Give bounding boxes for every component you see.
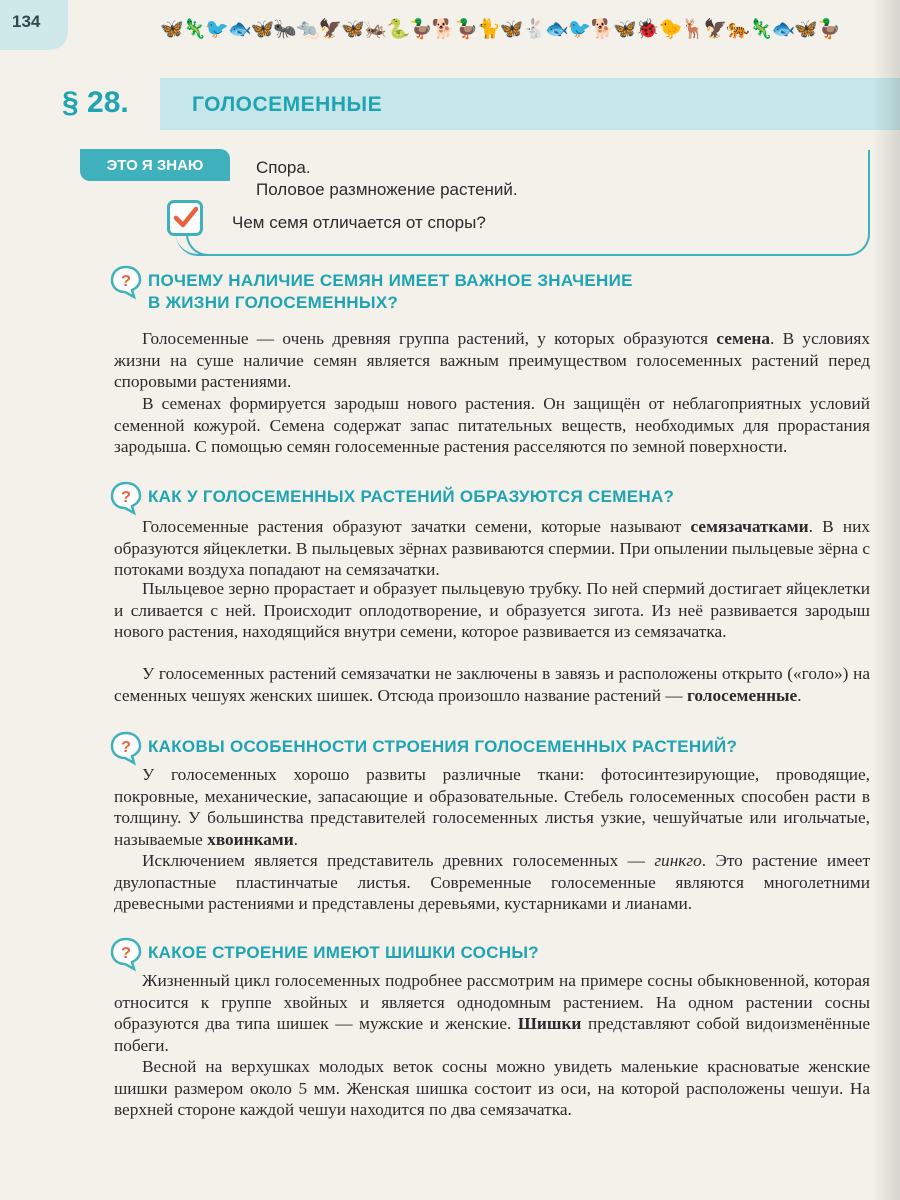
paragraph-number: § 28. — [62, 86, 129, 119]
section-1-paragraph-1: Голосеменные — очень древняя группа растений, у которых образуются семена. В условиях жизни на суше наличие семян является важным преимуществом голосеменных растений перед споровыми растениями. — [114, 329, 870, 392]
section-4-paragraph-2: Весной на верхушках молодых веток сосны можно увидеть маленькие красноватые женские шишки размером около 5 мм. Женская шишка состоит из оси, на которой расположены чешуи. На верхней стороне каждой чешуи находится по два семязачатка. — [114, 1057, 870, 1120]
know-box-line-2: Половое размножение растений. — [256, 180, 518, 199]
section-heading-2 — [108, 486, 674, 516]
question-bubble-icon — [108, 936, 144, 972]
section-1-heading-line-2: В ЖИЗНИ ГОЛОСЕМЕННЫХ? — [148, 293, 399, 312]
section-heading-1 — [108, 270, 633, 314]
know-box-line-1: Спора. — [256, 158, 311, 177]
section-heading-3 — [108, 736, 737, 766]
section-3-paragraph-2: Исключением является представитель древних голосеменных — гинкго. Это растение имеет двулопастные пластинчатые листья. Современные голосеменные являются многолетними древесными растениями и представлены деревьями, кустарниками и лианами. — [114, 851, 870, 914]
svg-text:?: ? — [121, 273, 131, 290]
know-box-question: Чем семя отличается от споры? — [232, 213, 486, 232]
section-2-paragraph-3: У голосеменных растений семязачатки не заключены в завязь и расположены открыто («голо») на семенных чешуях женских шишек. Отсюда произошло название растений — голосеменные. — [114, 664, 870, 705]
section-3-heading: КАКОВЫ ОСОБЕННОСТИ СТРОЕНИЯ ГОЛОСЕМЕННЫХ РАСТЕНИЙ? — [148, 737, 738, 756]
section-4-heading: КАКОЕ СТРОЕНИЕ ИМЕЮТ ШИШКИ СОСНЫ? — [148, 943, 539, 962]
paragraph-title: ГОЛОСЕМЕННЫЕ — [192, 93, 383, 116]
page-number: 134 — [0, 0, 68, 50]
svg-text:?: ? — [121, 945, 131, 962]
section-3-paragraph-1: У голосеменных хорошо развиты различные ткани: фотосинтезирующие, проводящие, покровные, механические, запасающие и образовательные. Стебель голосеменных способен расти в толщину. У большинства представителей голосеменных листья узкие, чешуйчатые или игольчатые, называемые хвоинками. — [114, 765, 870, 849]
animal-silhouettes-strip: 🦋🦎🐦🐟🦋🐜🐀🦅🦋🦗🐍🦆🐕🦆🐈🦋🐇🐟🐦🐕🦋🐞🐤🦌🦅🐅🦎🐟🦋🦆 — [160, 17, 840, 40]
checkmark-icon — [167, 200, 203, 236]
question-bubble-icon — [108, 730, 144, 766]
know-box-tag: ЭТО Я ЗНАЮ — [80, 149, 230, 181]
section-2-paragraph-1: Голосеменные растения образуют зачатки семени, которые называют семязачатками. В них образуются яйцеклетки. В пыльцевых зёрнах развиваются спермии. При опылении пыльцевые зёрна с потоками воздуха попадают на семязачатки. — [114, 517, 870, 580]
page-edge-shadow — [872, 0, 900, 1200]
svg-text:?: ? — [121, 489, 131, 506]
section-heading-4 — [108, 942, 539, 972]
section-4-paragraph-1: Жизненный цикл голосеменных подробнее рассмотрим на примере сосны обыкновенной, которая относится к группе хвойных и является однодомным растением. На одном растении сосны образуются два типа шишек — мужские и женские. Шишки представляют собой видоизменённые побеги. — [114, 971, 870, 1055]
section-2-heading: КАК У ГОЛОСЕМЕННЫХ РАСТЕНИЙ ОБРАЗУЮТСЯ СЕМЕНА? — [148, 487, 675, 506]
section-1-heading-line-1: ПОЧЕМУ НАЛИЧИЕ СЕМЯН ИМЕЕТ ВАЖНОЕ ЗНАЧЕНИЕ — [148, 271, 633, 290]
svg-text:?: ? — [121, 739, 131, 756]
section-2-paragraph-2: Пыльцевое зерно прорастает и образует пыльцевую трубку. По ней спермий достигает яйцеклетки и сливается с ней. Происходит оплодотворение, и образуется зигота. Из неё развивается зародыш нового растения, находящийся внутри семени, которое развивается из семязачатка. — [114, 579, 870, 642]
question-bubble-icon — [108, 480, 144, 516]
question-bubble-icon — [108, 264, 144, 300]
section-1-paragraph-2: В семенах формируется зародыш нового растения. Он защищён от неблагоприятных условий семенной кожурой. Семена содержат запас питательных веществ, необходимых для прорастания зародыша. С помощью семян голосеменные растения расселяются по земной поверхности. — [114, 394, 870, 457]
